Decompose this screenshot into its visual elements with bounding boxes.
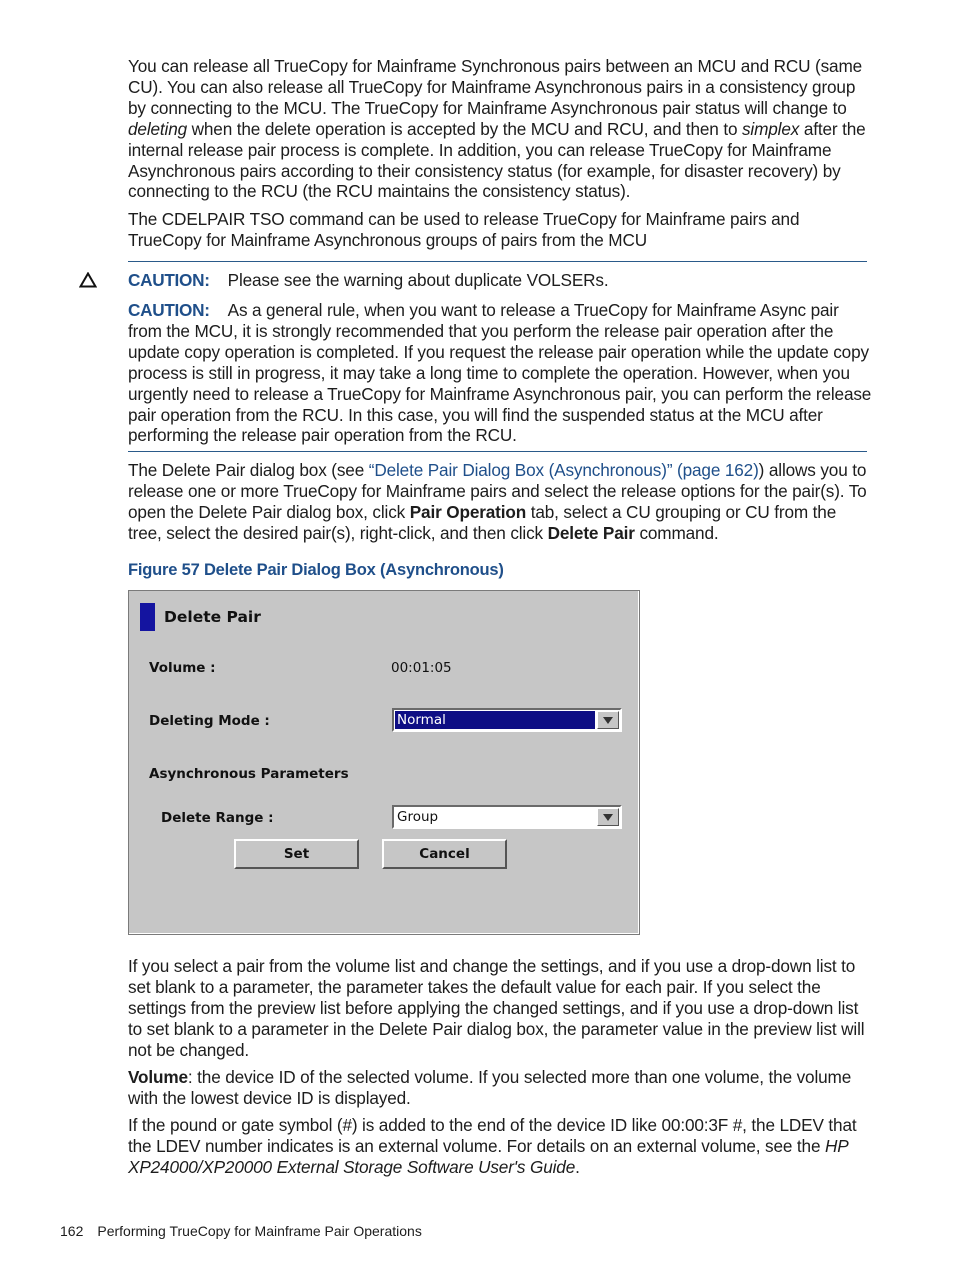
volume-description-paragraph: Volume: the device ID of the selected volume. If you selected more than one volume, the volume with the lowest device ID is displayed.	[128, 1067, 852, 1108]
caution-top-rule	[128, 261, 867, 262]
guide-title: HP XP24000/XP20000 External Storage Software User's Guide	[128, 1135, 848, 1177]
chevron-down-icon[interactable]	[597, 808, 619, 826]
async-parameters-heading: Asynchronous Parameters	[149, 766, 349, 782]
caution-duplicate-volsers: CAUTION: Please see the warning about duplicate VOLSERs.	[128, 270, 609, 290]
preview-list-paragraph: If you select a pair from the volume list and change the settings, and if you use a drop-down list to set blank to a parameter, the parameter takes the default value for each pair. If you select the settings from the preview list before applying the changed settings, and if you use a drop-down list to set blank to a parameter in the Delete Pair dialog box, the parameter value in the preview list will not be changed.	[128, 956, 865, 1060]
delete-pair-term: Delete Pair	[547, 522, 635, 543]
chevron-down-icon[interactable]	[597, 711, 619, 729]
volume-value: 00:01:05	[391, 660, 452, 676]
page-footer	[60, 1223, 422, 1239]
caution-label: CAUTION:	[128, 300, 210, 320]
pair-operation-term: Pair Operation	[409, 501, 527, 522]
footer-section-title: Performing TrueCopy for Mainframe Pair Operations	[97, 1223, 422, 1239]
delete-pair-dialog	[128, 590, 640, 935]
figure-caption: Figure 57 Delete Pair Dialog Box (Asynchronous)	[128, 561, 504, 579]
caution-label: CAUTION:	[128, 270, 210, 290]
deleting-mode-value: Normal	[395, 711, 595, 729]
page-number: 162	[60, 1223, 84, 1239]
cancel-button[interactable]: Cancel	[382, 839, 507, 869]
set-button[interactable]: Set	[234, 839, 359, 869]
dialog-title-accent	[140, 603, 155, 631]
caution-bottom-rule	[128, 451, 867, 452]
volume-label: Volume :	[149, 660, 216, 676]
term-deleting: deleting	[128, 118, 188, 139]
intro-paragraph: You can release all TrueCopy for Mainframe Synchronous pairs between an MCU and RCU (same CU). You can also release all TrueCopy for Mainframe Asynchronous pairs in a consistency group by connecting to the MCU. The TrueCopy for Mainframe Asynchronous pair status will change to deleting when the delete operation is accepted by the MCU and RCU, and then to simplex after the internal release pair process is complete. In addition, you can release TrueCopy for Mainframe Asynchronous pairs according to their consistency status (for example, for disaster recovery) by connecting to the RCU (the RCU maintains the consistency status).	[128, 56, 866, 202]
delete-range-label: Delete Range :	[161, 810, 274, 826]
delete-pair-intro-paragraph: The Delete Pair dialog box (see “Delete Pair Dialog Box (Asynchronous)” (page 162)) allows you to release one or more TrueCopy for Mainframe pairs and select the release options for the pair(s). To open the Delete Pair dialog box, click Pair Operation tab, select a CU grouping or CU from the tree, select the desired pair(s), right-click, and then click Delete Pair command.	[128, 460, 867, 543]
external-volume-paragraph: If the pound or gate symbol (#) is added to the end of the device ID like 00:00:3F #, the LDEV that the LDEV number indicates is an external volume. For details on an external volume, see the HP XP24000/XP20000 External Storage Software User's Guide.	[128, 1115, 857, 1177]
caution-release-pair: CAUTION: As a general rule, when you want to release a TrueCopy for Mainframe Async pair from the MCU, it is strongly recommended that you perform the release pair operation after the update copy operation is completed. If you request the release pair operation while the update copy process is still in progress, it may take a long time to complete the operation. However, when you urgently need to release a TrueCopy for Mainframe Asynchronous pair, you can perform the release pair operation from the RCU. In this case, you will find the suspended status at the MCU after performing the release pair operation from the RCU.	[128, 300, 872, 446]
term-simplex: simplex	[741, 118, 800, 139]
deleting-mode-dropdown[interactable]	[392, 708, 622, 732]
caution-triangle-icon	[79, 272, 97, 288]
volume-term: Volume	[128, 1067, 188, 1087]
dialog-title: Delete Pair	[164, 608, 261, 626]
cdelpair-paragraph: The CDELPAIR TSO command can be used to release TrueCopy for Mainframe pairs and TrueCopy for Mainframe Asynchronous groups of pairs from the MCU	[128, 209, 800, 250]
deleting-mode-label: Deleting Mode :	[149, 713, 270, 729]
figure-cross-reference-link[interactable]: “Delete Pair Dialog Box (Asynchronous)” (page 162)	[368, 460, 759, 480]
delete-range-value: Group	[397, 809, 439, 825]
delete-range-dropdown[interactable]	[392, 805, 622, 829]
